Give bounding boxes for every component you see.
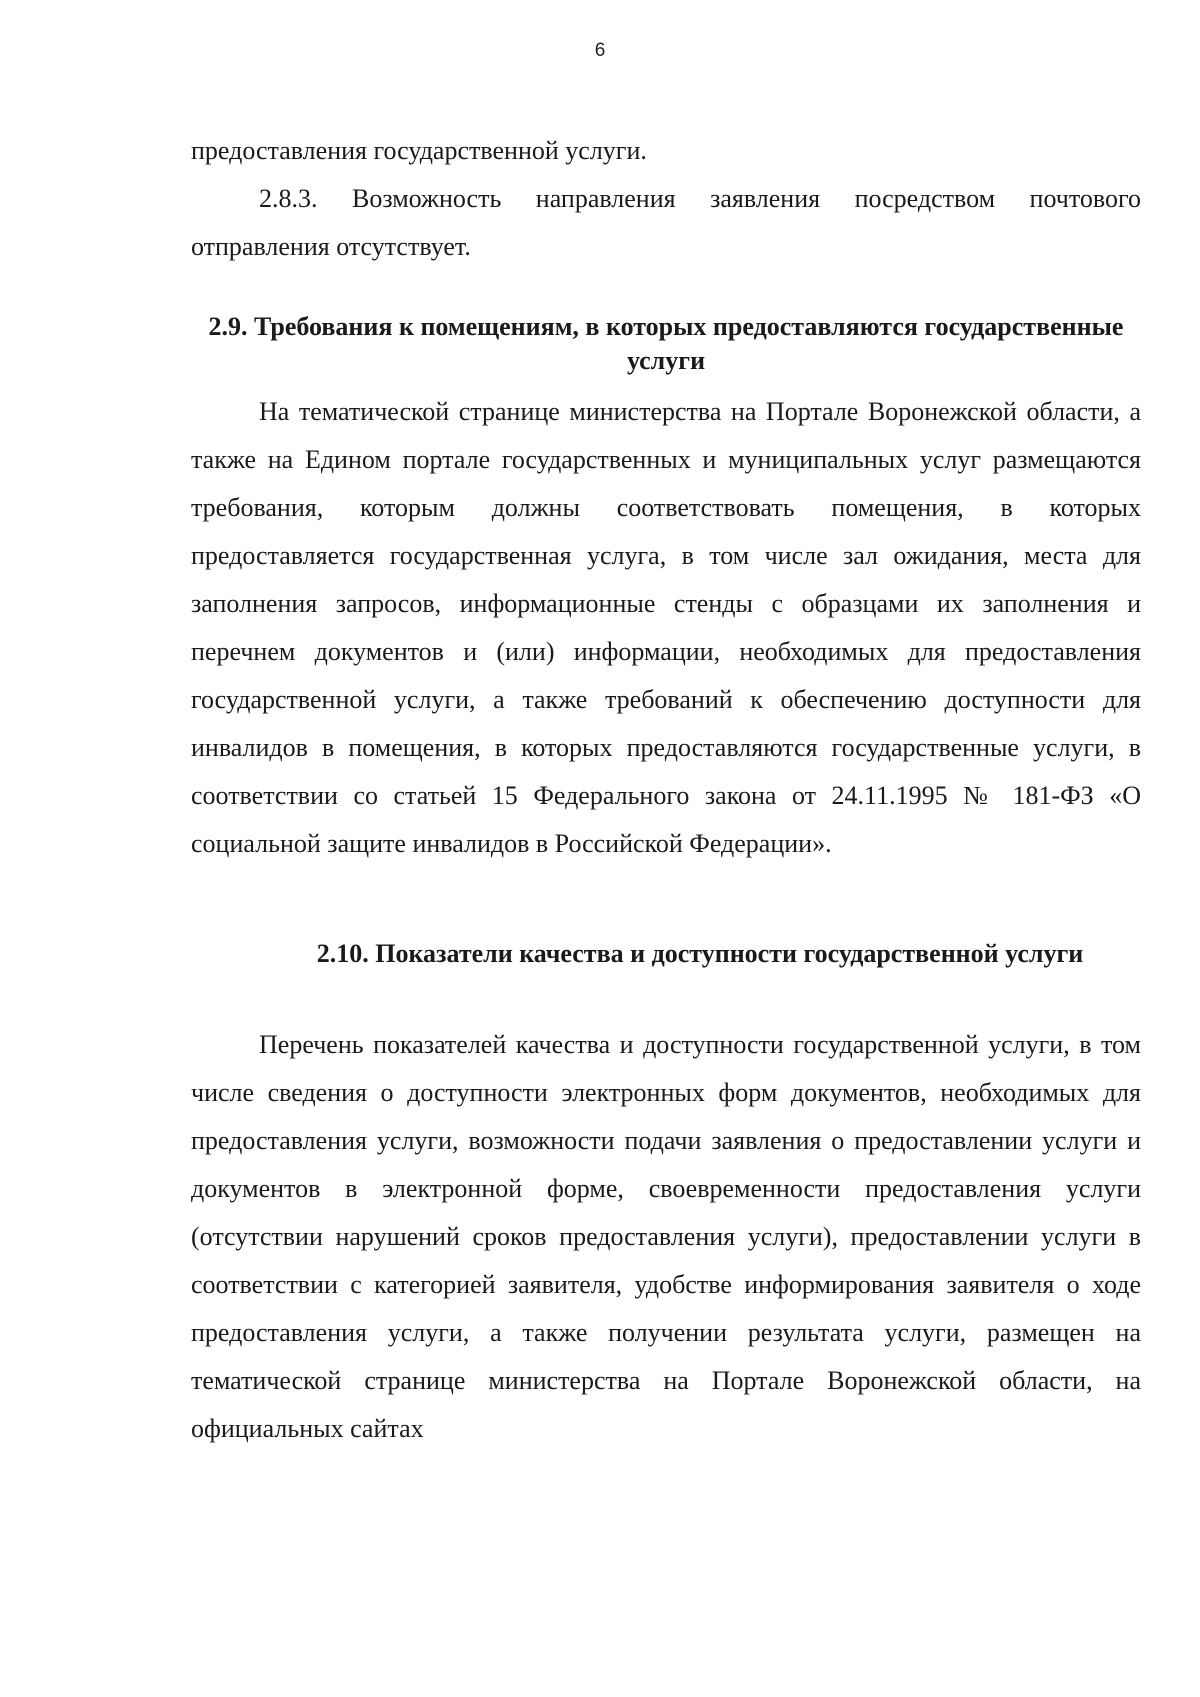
- section-2-10-heading: 2.10. Показатели качества и доступности государственной услуги: [316, 939, 1084, 968]
- section-2-9-heading: 2.9. Требования к помещениям, в которых предоставляются государственные услуги: [208, 312, 1124, 375]
- page-number: 6: [594, 40, 606, 61]
- section-2-10-paragraph: Перечень показателей качества и доступности государственной услуги, в том числе сведения о доступности электронных форм документов, необходимых для предоставления услуги, возможности подачи заявления о предоставлении услуги и документов в электронной форме, своевременности предоставления услуги (отсутствии нарушений сроков предоставления услуги), предоставлении услуги в соответствии с категорией заявителя, удобстве информирования заявителя о ходе предоставления услуги, а также получении результата услуги, размещен на тематической странице министерства на Портале Воронежской области, на официальных сайтах: [191, 1030, 1141, 1443]
- intro-continuation-line: предоставления государственной услуги.: [191, 136, 647, 165]
- intro-block: [191, 127, 1141, 271]
- section-2-9-body: [191, 388, 1141, 868]
- section-2-9-paragraph: На тематической странице министерства на Портале Воронежской области, а также на Едином портале государственных и муниципальных услуг размещаются требования, которым должны соответствовать помещения, в которых предоставляется государственная услуга, в том числе зал ожидания, места для заполнения запросов, информационные стенды с образцами их заполнения и перечнем документов и (или) информации, необходимых для предоставления государственной услуги, а также требований к обеспечению доступности для инвалидов в помещения, в которых предоставляются государственные услуги, в соответствии со статьей 15 Федерального закона от 24.11.1995 № 181-ФЗ «О социальной защите инвалидов в Российской Федерации».: [191, 397, 1141, 858]
- paragraph-2-8-3: 2.8.3. Возможность направления заявления посредством почтового отправления отсутствует.: [191, 184, 1141, 261]
- section-2-10-body: [191, 1021, 1141, 1453]
